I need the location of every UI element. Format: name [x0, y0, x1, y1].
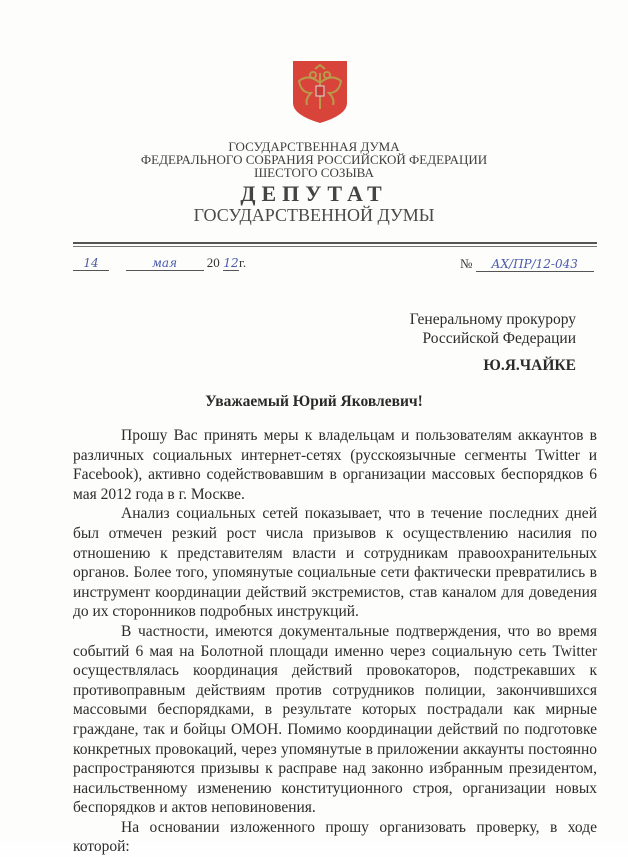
addressee-line-2: Российской Федерации — [422, 330, 576, 347]
org-name-line-2: ФЕДЕРАЛЬНОГО СОБРАНИЯ РОССИЙСКОЙ ФЕДЕРАЦИИ — [140, 152, 488, 167]
date-month: мая — [126, 256, 204, 271]
letterhead-title: ДЕПУТАТ — [240, 181, 388, 206]
body-paragraph: На основании изложенного прошу организовать проверку, в ходе которой: — [73, 818, 597, 856]
salutation: Уважаемый Юрий Яковлевич! — [205, 393, 423, 410]
header-rule-thin — [73, 246, 597, 247]
date-year-suffix: 12 — [223, 256, 239, 270]
letter-date — [73, 255, 246, 277]
number-label: № — [460, 256, 473, 271]
russian-coat-of-arms-icon — [291, 59, 349, 125]
addressee-name: Ю.Я.ЧАЙКЕ — [483, 357, 576, 374]
letter-body — [73, 426, 597, 857]
body-paragraph: Анализ социальных сетей показывает, что в течение последних дней был отмечен резкий рост числа призывов к осуществлению насилия по отношению к представителям власти и сотрудникам правоохранительных органов. Более того, упомянутые социальные сети фактически превратились в инструмент координации действий экстремистов, став каналом для доведения до их сторонников подробных инструкций. — [73, 505, 597, 621]
date-day: 14 — [73, 256, 109, 271]
org-name-line-1: ГОСУДАРСТВЕННАЯ ДУМА — [228, 139, 400, 154]
body-paragraph: В частности, имеются документальные подтверждения, что во время событий 6 мая на Болотной площади именно через социальную сеть Twitter осуществлялась координация действий провокаторов, подстрекавших к противоправным действиям против сотрудников полиции, закончившихся массовыми беспорядками, в результате которых пострадали как мирные граждане, так и бойцы ОМОН. Помимо координации действий по подготовке конкретных провокаций, через упомянутые в приложении аккаунты постоянно распространяются призывы к расправе над законно избранным президентом, насильственному изменению конституционного строя, организации новых беспорядков и актов неповиновения. — [73, 622, 597, 817]
org-name-line-3: ШЕСТОГО СОЗЫВА — [254, 165, 374, 180]
header-rule-thick — [73, 242, 597, 244]
date-year-prefix: 20 — [206, 255, 220, 270]
body-paragraph: Прошу Вас принять меры к владельцам и пользователям аккаунтов в различных социальных интернет-сетях (русскоязычные сегменты Twitter и Facebook), активно содействовавшим в организации массовых беспорядков 6 мая 2012 года в г. Москве. — [73, 427, 597, 503]
letter-number — [460, 256, 594, 272]
date-year-unit: г. — [239, 255, 247, 270]
number-value: АХ/ПР/12-043 — [476, 257, 594, 272]
letterhead-subtitle: ГОСУДАРСТВЕННОЙ ДУМЫ — [193, 205, 435, 225]
addressee-line-1: Генеральному прокурору — [409, 311, 576, 328]
